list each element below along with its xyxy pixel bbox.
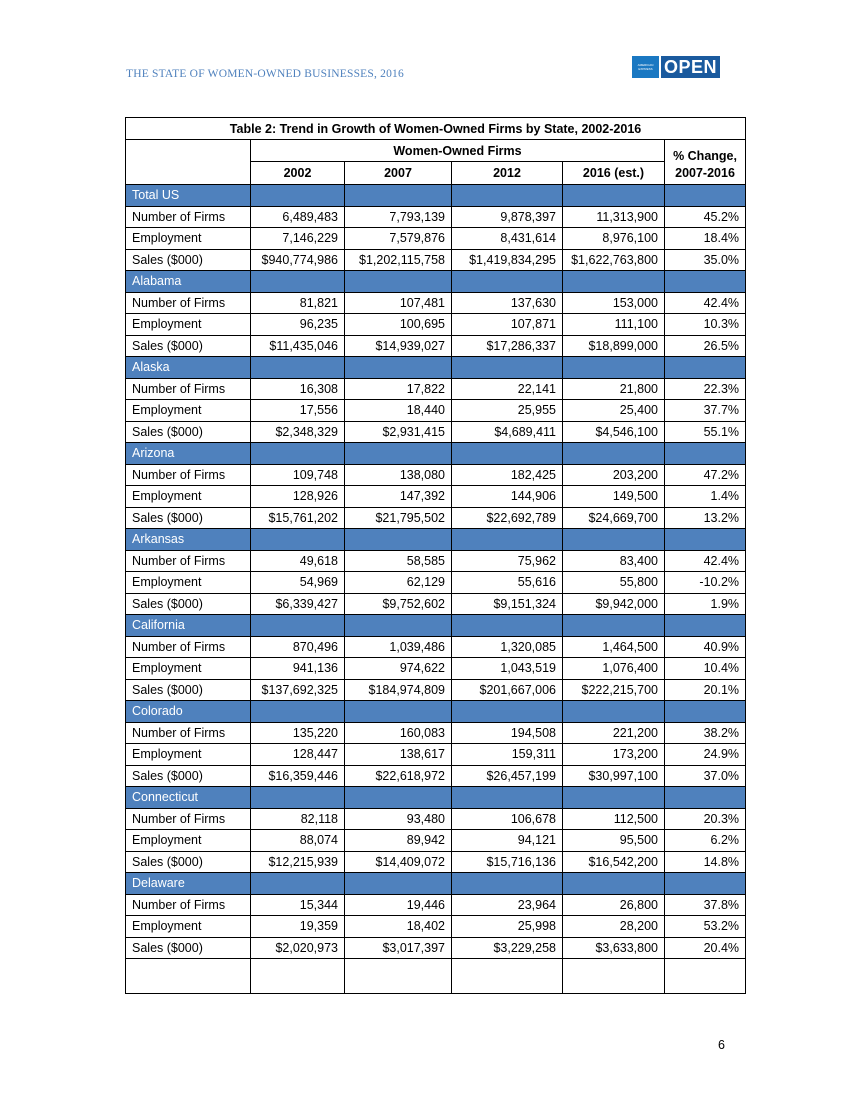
metric-label: Number of Firms	[126, 550, 251, 572]
metric-label: Sales ($000)	[126, 937, 251, 959]
value-cell: 144,906	[452, 486, 563, 508]
state-band-cell	[563, 185, 665, 207]
value-cell: 941,136	[251, 658, 345, 680]
value-cell: 17,556	[251, 400, 345, 422]
metric-label: Sales ($000)	[126, 507, 251, 529]
state-header-row	[126, 185, 746, 207]
value-cell: $18,899,000	[563, 335, 665, 357]
percent-change-cell: 38.2%	[665, 722, 746, 744]
value-cell: 15,344	[251, 894, 345, 916]
metric-label: Sales ($000)	[126, 851, 251, 873]
value-cell: $2,931,415	[345, 421, 452, 443]
state-band-cell	[452, 873, 563, 895]
percent-change-cell: 22.3%	[665, 378, 746, 400]
metric-label: Sales ($000)	[126, 679, 251, 701]
state-band-cell	[251, 787, 345, 809]
state-header-row	[126, 357, 746, 379]
value-cell: $2,020,973	[251, 937, 345, 959]
value-cell: 55,616	[452, 572, 563, 594]
state-header-row	[126, 271, 746, 293]
blank-cell	[452, 959, 563, 994]
value-cell: 89,942	[345, 830, 452, 852]
state-name: Arizona	[126, 443, 251, 465]
state-band-cell	[345, 787, 452, 809]
value-cell: 82,118	[251, 808, 345, 830]
value-cell: 22,141	[452, 378, 563, 400]
percent-change-cell: -10.2%	[665, 572, 746, 594]
percent-change-cell: 42.4%	[665, 292, 746, 314]
value-cell: 221,200	[563, 722, 665, 744]
value-cell: 17,822	[345, 378, 452, 400]
metric-label: Employment	[126, 314, 251, 336]
value-cell: 137,630	[452, 292, 563, 314]
metric-label: Number of Firms	[126, 808, 251, 830]
percent-change-cell: 40.9%	[665, 636, 746, 658]
table-row	[126, 421, 746, 443]
value-cell: 23,964	[452, 894, 563, 916]
value-cell: $201,667,006	[452, 679, 563, 701]
state-band-cell	[452, 615, 563, 637]
percent-change-cell: 18.4%	[665, 228, 746, 250]
metric-label: Employment	[126, 916, 251, 938]
state-name: Alaska	[126, 357, 251, 379]
blank-cell	[563, 959, 665, 994]
value-cell: 135,220	[251, 722, 345, 744]
value-cell: 55,800	[563, 572, 665, 594]
value-cell: 88,074	[251, 830, 345, 852]
state-name: Arkansas	[126, 529, 251, 551]
percent-change-cell: 20.3%	[665, 808, 746, 830]
value-cell: 159,311	[452, 744, 563, 766]
value-cell: $9,752,602	[345, 593, 452, 615]
value-cell: $4,689,411	[452, 421, 563, 443]
table-row	[126, 830, 746, 852]
table-row	[126, 507, 746, 529]
blank-cell	[665, 959, 746, 994]
value-cell: $16,542,200	[563, 851, 665, 873]
state-header-row	[126, 443, 746, 465]
state-band-cell	[563, 615, 665, 637]
state-name: Total US	[126, 185, 251, 207]
value-cell: $184,974,809	[345, 679, 452, 701]
value-cell: $12,215,939	[251, 851, 345, 873]
value-cell: 107,481	[345, 292, 452, 314]
state-band-cell	[345, 443, 452, 465]
value-cell: 83,400	[563, 550, 665, 572]
value-cell: 25,400	[563, 400, 665, 422]
open-logo-text: OPEN	[661, 56, 720, 78]
value-cell: 147,392	[345, 486, 452, 508]
value-cell: $3,633,800	[563, 937, 665, 959]
value-cell: 62,129	[345, 572, 452, 594]
value-cell: 128,447	[251, 744, 345, 766]
value-cell: $24,669,700	[563, 507, 665, 529]
metric-label: Number of Firms	[126, 464, 251, 486]
value-cell: $26,457,199	[452, 765, 563, 787]
value-cell: $9,942,000	[563, 593, 665, 615]
value-cell: $222,215,700	[563, 679, 665, 701]
state-band-cell	[452, 787, 563, 809]
state-band-cell	[345, 529, 452, 551]
state-band-cell	[345, 271, 452, 293]
value-cell: 25,998	[452, 916, 563, 938]
state-band-cell	[251, 357, 345, 379]
metric-label: Number of Firms	[126, 722, 251, 744]
value-cell: 1,076,400	[563, 658, 665, 680]
value-cell: 111,100	[563, 314, 665, 336]
value-cell: 25,955	[452, 400, 563, 422]
metric-label: Number of Firms	[126, 292, 251, 314]
state-name: Connecticut	[126, 787, 251, 809]
document-header: THE STATE OF WOMEN-OWNED BUSINESSES, 2016	[126, 68, 404, 80]
state-band-cell	[665, 873, 746, 895]
value-cell: 7,793,139	[345, 206, 452, 228]
value-cell: 149,500	[563, 486, 665, 508]
percent-change-cell: 37.7%	[665, 400, 746, 422]
value-cell: 107,871	[452, 314, 563, 336]
value-cell: 9,878,397	[452, 206, 563, 228]
state-band-cell	[345, 185, 452, 207]
table-row	[126, 744, 746, 766]
table-row	[126, 679, 746, 701]
state-band-cell	[452, 185, 563, 207]
value-cell: $1,622,763,800	[563, 249, 665, 271]
group-header: Women-Owned Firms	[251, 140, 665, 162]
metric-label: Employment	[126, 572, 251, 594]
value-cell: 19,446	[345, 894, 452, 916]
change-header: % Change, 2007-2016	[665, 140, 746, 185]
value-cell: 18,402	[345, 916, 452, 938]
table-body	[126, 185, 746, 994]
value-cell: 21,800	[563, 378, 665, 400]
percent-change-cell: 47.2%	[665, 464, 746, 486]
percent-change-cell: 1.4%	[665, 486, 746, 508]
state-name: Alabama	[126, 271, 251, 293]
percent-change-cell: 26.5%	[665, 335, 746, 357]
value-cell: 81,821	[251, 292, 345, 314]
percent-change-cell: 53.2%	[665, 916, 746, 938]
value-cell: $1,419,834,295	[452, 249, 563, 271]
state-header-row	[126, 529, 746, 551]
value-cell: $22,692,789	[452, 507, 563, 529]
state-band-cell	[563, 787, 665, 809]
value-cell: 160,083	[345, 722, 452, 744]
table-row	[126, 937, 746, 959]
value-cell: 58,585	[345, 550, 452, 572]
value-cell: $6,339,427	[251, 593, 345, 615]
table-row	[126, 486, 746, 508]
value-cell: 1,043,519	[452, 658, 563, 680]
state-band-cell	[251, 873, 345, 895]
value-cell: 8,431,614	[452, 228, 563, 250]
table-row	[126, 851, 746, 873]
page-number: 6	[718, 1038, 725, 1052]
state-band-cell	[452, 529, 563, 551]
state-band-cell	[345, 873, 452, 895]
value-cell: 19,359	[251, 916, 345, 938]
value-cell: 100,695	[345, 314, 452, 336]
percent-change-cell: 37.8%	[665, 894, 746, 916]
value-cell: 49,618	[251, 550, 345, 572]
table-row	[126, 400, 746, 422]
value-cell: 26,800	[563, 894, 665, 916]
state-name: Colorado	[126, 701, 251, 723]
metric-label: Sales ($000)	[126, 593, 251, 615]
metric-label: Number of Firms	[126, 894, 251, 916]
percent-change-cell: 1.9%	[665, 593, 746, 615]
percent-change-cell: 45.2%	[665, 206, 746, 228]
table-row	[126, 658, 746, 680]
value-cell: $14,939,027	[345, 335, 452, 357]
value-cell: 95,500	[563, 830, 665, 852]
value-cell: 18,440	[345, 400, 452, 422]
value-cell: $940,774,986	[251, 249, 345, 271]
metric-label: Employment	[126, 658, 251, 680]
value-cell: 7,579,876	[345, 228, 452, 250]
table-row	[126, 916, 746, 938]
value-cell: $14,409,072	[345, 851, 452, 873]
state-band-cell	[563, 271, 665, 293]
percent-change-cell: 20.4%	[665, 937, 746, 959]
blank-cell	[126, 959, 251, 994]
state-band-cell	[665, 529, 746, 551]
value-cell: 109,748	[251, 464, 345, 486]
state-band-cell	[345, 357, 452, 379]
metric-label: Number of Firms	[126, 206, 251, 228]
state-band-cell	[452, 443, 563, 465]
metric-label: Number of Firms	[126, 378, 251, 400]
value-cell: $22,618,972	[345, 765, 452, 787]
metric-label: Sales ($000)	[126, 249, 251, 271]
value-cell: 96,235	[251, 314, 345, 336]
year-header: 2007	[345, 162, 452, 185]
state-band-cell	[665, 615, 746, 637]
table-row	[126, 464, 746, 486]
year-header: 2002	[251, 162, 345, 185]
state-band-cell	[563, 529, 665, 551]
percent-change-cell: 10.3%	[665, 314, 746, 336]
state-band-cell	[563, 701, 665, 723]
blank-cell	[251, 959, 345, 994]
value-cell: 182,425	[452, 464, 563, 486]
value-cell: 6,489,483	[251, 206, 345, 228]
value-cell: $4,546,100	[563, 421, 665, 443]
metric-label: Employment	[126, 486, 251, 508]
metric-label: Employment	[126, 830, 251, 852]
table-row	[126, 378, 746, 400]
table-row	[126, 292, 746, 314]
value-cell: $3,017,397	[345, 937, 452, 959]
state-band-cell	[251, 701, 345, 723]
value-cell: $3,229,258	[452, 937, 563, 959]
value-cell: $15,716,136	[452, 851, 563, 873]
value-cell: $17,286,337	[452, 335, 563, 357]
table-row	[126, 314, 746, 336]
value-cell: 1,039,486	[345, 636, 452, 658]
value-cell: 1,320,085	[452, 636, 563, 658]
percent-change-cell: 37.0%	[665, 765, 746, 787]
value-cell: 54,969	[251, 572, 345, 594]
value-cell: 138,080	[345, 464, 452, 486]
value-cell: 8,976,100	[563, 228, 665, 250]
value-cell: $1,202,115,758	[345, 249, 452, 271]
percent-change-cell: 35.0%	[665, 249, 746, 271]
blank-cell	[345, 959, 452, 994]
value-cell: 203,200	[563, 464, 665, 486]
amex-logo-text: AMERICAN EXPRESS	[637, 63, 654, 71]
year-header: 2012	[452, 162, 563, 185]
value-cell: 94,121	[452, 830, 563, 852]
value-cell: 194,508	[452, 722, 563, 744]
percent-change-cell: 20.1%	[665, 679, 746, 701]
value-cell: 153,000	[563, 292, 665, 314]
value-cell: 16,308	[251, 378, 345, 400]
table-row	[126, 228, 746, 250]
value-cell: $11,435,046	[251, 335, 345, 357]
table-row	[126, 550, 746, 572]
percent-change-cell: 24.9%	[665, 744, 746, 766]
state-band-cell	[345, 615, 452, 637]
state-band-cell	[251, 443, 345, 465]
metric-label: Sales ($000)	[126, 335, 251, 357]
state-band-cell	[665, 185, 746, 207]
state-band-cell	[452, 271, 563, 293]
percent-change-cell: 10.4%	[665, 658, 746, 680]
table-row	[126, 572, 746, 594]
metric-label: Employment	[126, 744, 251, 766]
state-band-cell	[665, 701, 746, 723]
value-cell: 870,496	[251, 636, 345, 658]
value-cell: $21,795,502	[345, 507, 452, 529]
state-band-cell	[563, 357, 665, 379]
state-band-cell	[251, 615, 345, 637]
table-row	[126, 206, 746, 228]
value-cell: 128,926	[251, 486, 345, 508]
value-cell: 106,678	[452, 808, 563, 830]
value-cell: 93,480	[345, 808, 452, 830]
state-band-cell	[251, 271, 345, 293]
state-band-cell	[251, 185, 345, 207]
table-title: Table 2: Trend in Growth of Women-Owned Firms by State, 2002-2016	[126, 118, 746, 140]
state-header-row	[126, 873, 746, 895]
metric-label: Employment	[126, 228, 251, 250]
state-header-row	[126, 615, 746, 637]
state-header-row	[126, 701, 746, 723]
value-cell: 1,464,500	[563, 636, 665, 658]
value-cell: 112,500	[563, 808, 665, 830]
table-row	[126, 722, 746, 744]
percent-change-cell: 6.2%	[665, 830, 746, 852]
state-band-cell	[452, 701, 563, 723]
value-cell: $15,761,202	[251, 507, 345, 529]
state-header-row	[126, 787, 746, 809]
value-cell: $137,692,325	[251, 679, 345, 701]
table-row	[126, 636, 746, 658]
percent-change-cell: 14.8%	[665, 851, 746, 873]
blank-row	[126, 959, 746, 994]
amex-logo-icon	[632, 56, 659, 78]
state-band-cell	[665, 271, 746, 293]
state-band-cell	[452, 357, 563, 379]
metric-label: Employment	[126, 400, 251, 422]
women-owned-firms-table	[125, 117, 746, 994]
value-cell: 11,313,900	[563, 206, 665, 228]
state-band-cell	[665, 357, 746, 379]
value-cell: 173,200	[563, 744, 665, 766]
table-row	[126, 593, 746, 615]
metric-label: Number of Firms	[126, 636, 251, 658]
state-name: Delaware	[126, 873, 251, 895]
value-cell: 974,622	[345, 658, 452, 680]
metric-label: Sales ($000)	[126, 765, 251, 787]
value-cell: $9,151,324	[452, 593, 563, 615]
state-band-cell	[251, 529, 345, 551]
value-cell: 138,617	[345, 744, 452, 766]
metric-label: Sales ($000)	[126, 421, 251, 443]
state-band-cell	[345, 701, 452, 723]
table-row	[126, 335, 746, 357]
state-band-cell	[563, 873, 665, 895]
year-header: 2016 (est.)	[563, 162, 665, 185]
row-label-header	[126, 140, 251, 185]
table-row	[126, 249, 746, 271]
value-cell: 75,962	[452, 550, 563, 572]
amex-open-logo	[632, 56, 720, 78]
table-row	[126, 765, 746, 787]
state-band-cell	[665, 443, 746, 465]
value-cell: 28,200	[563, 916, 665, 938]
table-row	[126, 808, 746, 830]
table-row	[126, 894, 746, 916]
state-band-cell	[563, 443, 665, 465]
value-cell: 7,146,229	[251, 228, 345, 250]
value-cell: $30,997,100	[563, 765, 665, 787]
state-name: California	[126, 615, 251, 637]
value-cell: $16,359,446	[251, 765, 345, 787]
value-cell: $2,348,329	[251, 421, 345, 443]
state-band-cell	[665, 787, 746, 809]
percent-change-cell: 42.4%	[665, 550, 746, 572]
percent-change-cell: 55.1%	[665, 421, 746, 443]
percent-change-cell: 13.2%	[665, 507, 746, 529]
